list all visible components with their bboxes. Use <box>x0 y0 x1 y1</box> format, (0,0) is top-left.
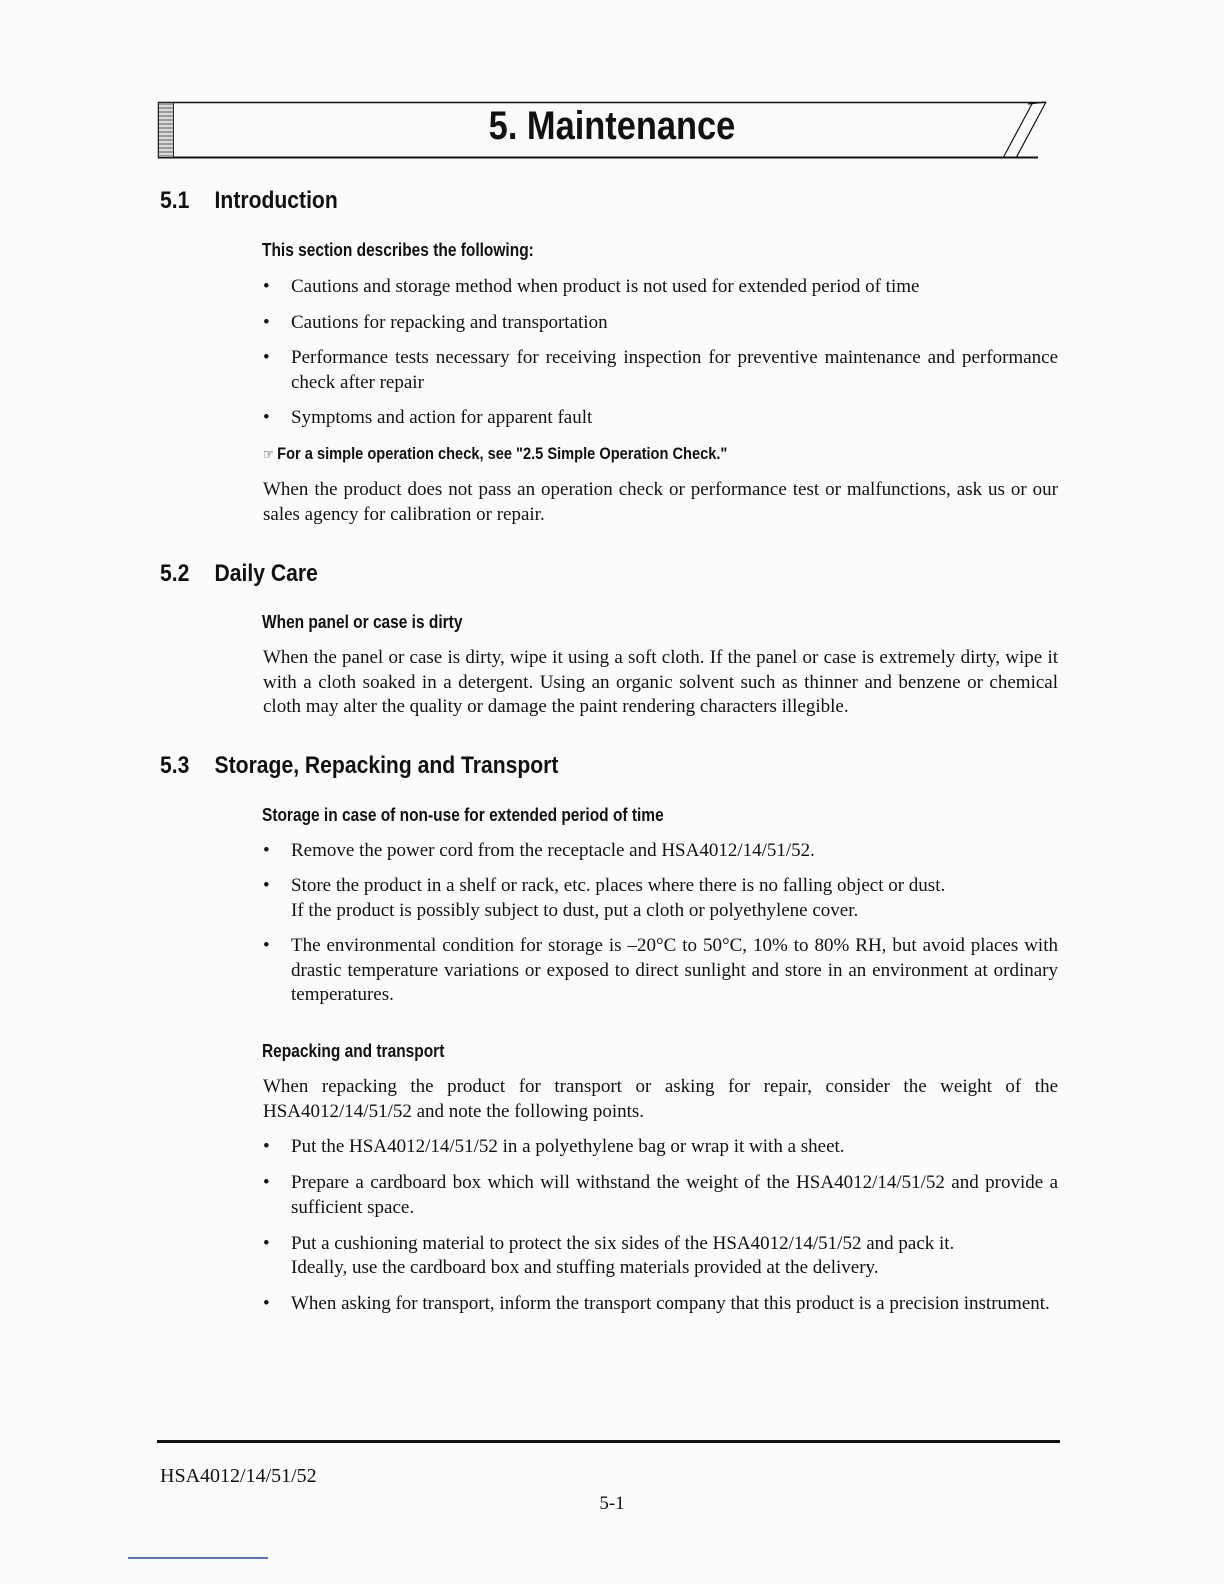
section-number: 5.1 <box>160 187 190 214</box>
footer-rule <box>157 1440 1060 1443</box>
section-number: 5.3 <box>160 752 190 779</box>
page-number: 5-1 <box>599 1493 625 1514</box>
paragraph: When the product does not pass an operation check or performance test or malfunctions, ask us or our sales agency for calibration or repair. <box>263 479 1058 525</box>
section-heading-introduction <box>160 187 338 215</box>
list-item: • Prepare a cardboard box which will withstand the weight of the HSA4012/14/51/52 and provide a sufficient space. <box>263 1172 1058 1218</box>
list-item: • Put a cushioning material to protect the six sides of the HSA4012/14/51/52 and pack it. <box>263 1233 955 1254</box>
list-item-continuation: Ideally, use the cardboard box and stuffing materials provided at the delivery. <box>291 1257 879 1278</box>
list-item: • Store the product in a shelf or rack, etc. places where there is no falling object or dust. <box>263 875 946 896</box>
subheading: Repacking and transport <box>262 1041 445 1061</box>
list-item: • Cautions for repacking and transportation <box>263 312 608 333</box>
list-item: • Cautions and storage method when product is not used for extended period of time <box>263 276 920 297</box>
list-item: • Remove the power cord from the receptacle and HSA4012/14/51/52. <box>263 840 815 861</box>
subheading: When panel or case is dirty <box>262 612 463 632</box>
list-item: • Put the HSA4012/14/51/52 in a polyethylene bag or wrap it with a sheet. <box>263 1136 845 1157</box>
section-heading-storage <box>160 752 558 780</box>
chapter-title: 5. Maintenance <box>488 104 736 148</box>
section-title: Daily Care <box>214 560 318 587</box>
subheading: Storage in case of non-use for extended period of time <box>262 805 664 825</box>
list-item: • The environmental condition for storage is –20°C to 50°C, 10% to 80% RH, but avoid places with drastic temperature variations or exposed to direct sunlight and store in an environment at ordinary temperatures. <box>263 935 1058 1005</box>
subheading: This section describes the following: <box>262 240 534 260</box>
list-item: • Symptoms and action for apparent fault <box>263 407 593 428</box>
section-number: 5.2 <box>160 560 190 587</box>
pointing-hand-icon: ☞ <box>263 446 278 462</box>
list-item-continuation: If the product is possibly subject to dust, put a cloth or polyethylene cover. <box>291 900 859 921</box>
paragraph: When the panel or case is dirty, wipe it using a soft cloth. If the panel or case is extremely dirty, wipe it with a cloth soaked in a detergent. Using an organic solvent such as thinner and benzene or chemical cloth may alter the quality or damage the paint rendering characters illegible. <box>263 647 1058 717</box>
section-heading-daily-care <box>160 560 318 588</box>
section-title: Introduction <box>214 187 338 214</box>
footer-model: HSA4012/14/51/52 <box>160 1465 317 1487</box>
scan-artifact <box>128 1557 268 1559</box>
paragraph: When repacking the product for transport or asking for repair, consider the weight of the HSA4012/14/51/52 and note the following points. <box>263 1076 1058 1122</box>
cross-reference: ☞ For a simple operation check, see "2.5 Simple Operation Check." <box>263 444 728 463</box>
list-item: • Performance tests necessary for receiving inspection for preventive maintenance and performance check after repair <box>263 347 1058 393</box>
section-title: Storage, Repacking and Transport <box>214 752 559 779</box>
list-item: • When asking for transport, inform the transport company that this product is a precision instrument. <box>263 1293 1050 1314</box>
